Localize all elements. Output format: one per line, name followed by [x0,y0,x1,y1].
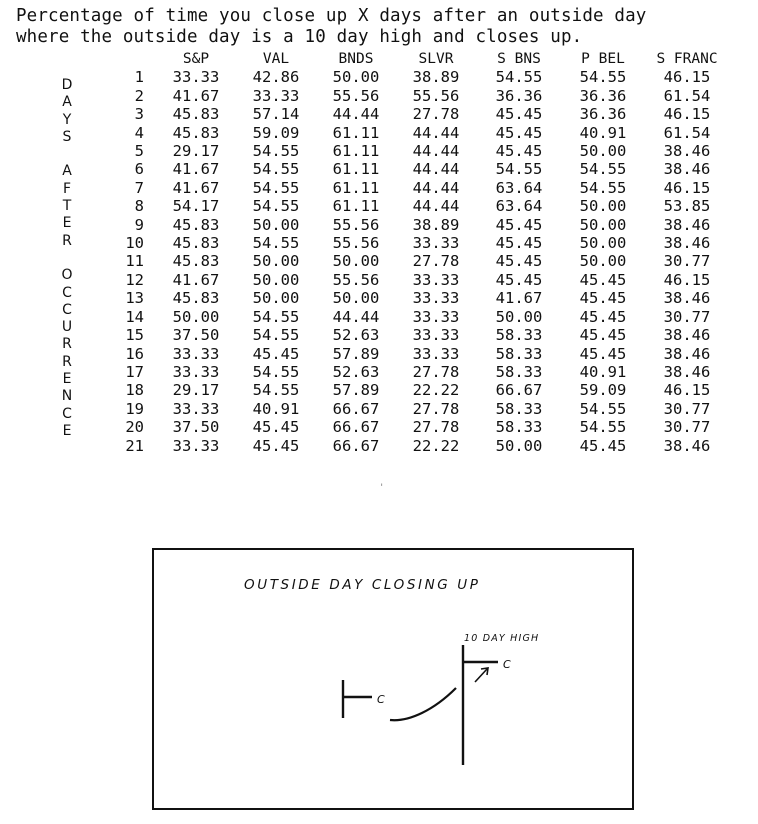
cell-p-bel: 36.36 [579,86,627,105]
cell-s-franc: 38.46 [663,326,711,345]
table-row [108,105,730,123]
cell-s-bns: 63.64 [495,197,543,216]
cell-sp: 45.83 [172,234,220,253]
cell-s-franc: 38.46 [663,436,711,455]
cell-p-bel: 54.55 [579,178,627,197]
cell-slvr: 33.33 [412,326,460,345]
cell-val: 50.00 [252,270,300,289]
cell-p-bel: 54.55 [579,68,627,87]
cell-bnds: 61.11 [332,178,380,197]
cell-slvr: 27.78 [412,105,460,124]
cell-slvr: 38.89 [412,68,460,87]
cell-val: 54.55 [252,178,300,197]
cell-sp: 54.17 [172,197,220,216]
side-label-letter: R [62,353,72,370]
cell-val: 45.45 [252,436,300,455]
table-row [108,418,730,436]
cell-bnds: 55.56 [332,270,380,289]
table-row [108,252,730,270]
cell-slvr: 44.44 [412,197,460,216]
cell-bnds: 66.67 [332,436,380,455]
cell-p-bel: 50.00 [579,215,627,234]
arrow-icon [475,669,487,682]
cell-s-bns: 45.45 [495,252,543,271]
side-label-letter: F [62,180,72,197]
cell-s-franc: 38.46 [663,215,711,234]
side-label-letter: C [62,284,72,301]
cell-sp: 41.67 [172,86,220,105]
cell-p-bel: 54.55 [579,399,627,418]
cell-slvr: 55.56 [412,86,460,105]
cell-slvr: 44.44 [412,160,460,179]
day-number: 2 [134,86,144,105]
page-title [16,6,751,48]
side-label-letter: U [61,319,73,336]
day-number: 11 [125,252,144,271]
day-number: 18 [125,381,144,400]
day-number: 7 [134,178,144,197]
cell-val: 54.55 [252,381,300,400]
day-number: 1 [134,68,144,87]
cell-s-bns: 45.45 [495,215,543,234]
cell-slvr: 27.78 [412,252,460,271]
cell-slvr: 33.33 [412,234,460,253]
day-number: 13 [125,289,144,308]
cell-p-bel: 50.00 [579,142,627,161]
day-number: 6 [134,160,144,179]
table-row [108,87,730,105]
outside-day-diagram [152,548,634,810]
stray-mark: ' [379,483,385,493]
cell-sp: 29.17 [172,142,220,161]
ten-day-high-label: 10 DAY HIGH [464,633,540,644]
side-label-letter: S [62,128,72,145]
side-label-letter: R [62,336,72,353]
cell-s-bns: 58.33 [495,399,543,418]
side-label-letter: T [62,198,72,215]
diagram-drawing [154,550,632,808]
cell-sp: 45.83 [172,215,220,234]
table-header-row [108,50,730,68]
cell-val: 57.14 [252,105,300,124]
cell-s-franc: 38.46 [663,160,711,179]
cell-s-franc: 38.46 [663,289,711,308]
cell-sp: 33.33 [172,344,220,363]
price-curve [390,688,456,720]
cell-bnds: 57.89 [332,381,380,400]
table-row [108,381,730,399]
day-number: 17 [125,362,144,381]
cell-val: 54.55 [252,307,300,326]
column-header-bnds: BNDS [338,51,374,67]
cell-s-franc: 46.15 [663,68,711,87]
cell-s-bns: 45.45 [495,142,543,161]
cell-s-bns: 54.55 [495,68,543,87]
cell-p-bel: 45.45 [579,307,627,326]
cell-s-bns: 36.36 [495,86,543,105]
cell-p-bel: 40.91 [579,362,627,381]
column-header-s-franc: S FRANC [656,51,718,67]
cell-p-bel: 54.55 [579,418,627,437]
cell-bnds: 52.63 [332,362,380,381]
cell-slvr: 33.33 [412,344,460,363]
right-close-label: C [503,658,511,671]
cell-sp: 33.33 [172,68,220,87]
cell-s-bns: 50.00 [495,436,543,455]
percentage-table [108,50,730,455]
day-number: 5 [134,142,144,161]
table-row [108,179,730,197]
table-row [108,400,730,418]
side-label-letter: E [62,215,72,232]
cell-p-bel: 54.55 [579,160,627,179]
cell-s-franc: 61.54 [663,86,711,105]
cell-val: 54.55 [252,362,300,381]
table-row [108,308,730,326]
cell-s-franc: 46.15 [663,381,711,400]
cell-p-bel: 50.00 [579,234,627,253]
cell-s-bns: 58.33 [495,362,543,381]
day-number: 21 [125,436,144,455]
cell-s-bns: 54.55 [495,160,543,179]
day-number: 15 [125,326,144,345]
day-number: 16 [125,344,144,363]
side-label-letter: N [61,388,73,405]
table-row [108,160,730,178]
cell-val: 54.55 [252,160,300,179]
cell-val: 45.45 [252,344,300,363]
cell-p-bel: 45.45 [579,436,627,455]
cell-s-franc: 30.77 [663,418,711,437]
cell-s-bns: 58.33 [495,344,543,363]
day-number: 8 [134,197,144,216]
cell-slvr: 44.44 [412,178,460,197]
cell-s-franc: 46.15 [663,105,711,124]
cell-bnds: 44.44 [332,307,380,326]
side-label-letter: E [62,422,72,439]
cell-slvr: 22.22 [412,436,460,455]
table-row [108,68,730,86]
side-label-letter: D [61,77,73,93]
table-row [108,142,730,160]
cell-bnds: 55.56 [332,215,380,234]
cell-slvr: 27.78 [412,399,460,418]
side-label-letter [56,146,78,163]
day-number: 10 [125,234,144,253]
cell-sp: 41.67 [172,178,220,197]
cell-sp: 33.33 [172,362,220,381]
cell-slvr: 44.44 [412,123,460,142]
cell-s-bns: 50.00 [495,307,543,326]
title-line-1: Percentage of time you close up X days after an outside day [16,6,647,26]
cell-s-franc: 30.77 [663,252,711,271]
cell-p-bel: 45.45 [579,270,627,289]
cell-sp: 29.17 [172,381,220,400]
cell-s-franc: 38.46 [663,142,711,161]
cell-bnds: 44.44 [332,105,380,124]
cell-s-franc: 46.15 [663,178,711,197]
left-close-label: C [377,693,385,706]
cell-bnds: 57.89 [332,344,380,363]
cell-val: 54.55 [252,326,300,345]
side-label-letter: R [62,232,72,249]
cell-s-franc: 38.46 [663,344,711,363]
cell-s-franc: 38.46 [663,234,711,253]
table-row [108,271,730,289]
cell-s-franc: 30.77 [663,307,711,326]
cell-s-bns: 58.33 [495,326,543,345]
cell-s-franc: 30.77 [663,399,711,418]
cell-val: 59.09 [252,123,300,142]
table-row [108,234,730,252]
cell-bnds: 61.11 [332,123,380,142]
cell-slvr: 22.22 [412,381,460,400]
cell-sp: 37.50 [172,326,220,345]
cell-s-franc: 61.54 [663,123,711,142]
cell-p-bel: 36.36 [579,105,627,124]
cell-val: 33.33 [252,86,300,105]
cell-s-bns: 41.67 [495,289,543,308]
side-label-letter: E [62,371,72,388]
side-label-letter: C [62,301,72,318]
cell-s-bns: 63.64 [495,178,543,197]
day-number: 9 [134,215,144,234]
cell-p-bel: 45.45 [579,326,627,345]
cell-s-bns: 66.67 [495,381,543,400]
column-header-s-bns: S BNS [497,51,541,67]
cell-s-bns: 45.45 [495,105,543,124]
cell-bnds: 66.67 [332,399,380,418]
cell-p-bel: 40.91 [579,123,627,142]
cell-sp: 45.83 [172,105,220,124]
cell-p-bel: 50.00 [579,252,627,271]
cell-sp: 45.83 [172,289,220,308]
cell-p-bel: 45.45 [579,289,627,308]
cell-sp: 41.67 [172,270,220,289]
day-number: 20 [125,418,144,437]
cell-slvr: 27.78 [412,418,460,437]
table-row [108,289,730,307]
side-label-letter [56,250,78,267]
cell-sp: 33.33 [172,399,220,418]
cell-s-bns: 45.45 [495,270,543,289]
side-label-letter: C [62,405,72,422]
day-number: 3 [134,105,144,124]
side-label-letter: A [62,163,72,180]
cell-p-bel: 45.45 [579,344,627,363]
cell-sp: 50.00 [172,307,220,326]
day-number: 4 [134,123,144,142]
cell-s-franc: 53.85 [663,197,711,216]
cell-bnds: 61.11 [332,142,380,161]
cell-sp: 45.83 [172,252,220,271]
table-row [108,363,730,381]
cell-bnds: 50.00 [332,252,380,271]
cell-slvr: 33.33 [412,289,460,308]
days-after-occurrence-label [56,77,78,440]
cell-s-franc: 46.15 [663,270,711,289]
column-header-val: VAL [262,51,290,67]
cell-val: 54.55 [252,142,300,161]
cell-bnds: 50.00 [332,68,380,87]
cell-p-bel: 50.00 [579,197,627,216]
diagram-title: OUTSIDE DAY CLOSING UP [244,577,481,593]
cell-s-franc: 38.46 [663,362,711,381]
cell-s-bns: 58.33 [495,418,543,437]
cell-val: 45.45 [252,418,300,437]
cell-bnds: 61.11 [332,197,380,216]
cell-p-bel: 59.09 [579,381,627,400]
cell-val: 54.55 [252,234,300,253]
cell-sp: 33.33 [172,436,220,455]
cell-bnds: 50.00 [332,289,380,308]
cell-sp: 37.50 [172,418,220,437]
day-number: 12 [125,270,144,289]
cell-bnds: 61.11 [332,160,380,179]
cell-val: 50.00 [252,252,300,271]
cell-slvr: 33.33 [412,307,460,326]
cell-slvr: 44.44 [412,142,460,161]
cell-bnds: 52.63 [332,326,380,345]
cell-sp: 45.83 [172,123,220,142]
cell-slvr: 38.89 [412,215,460,234]
table-row [108,197,730,215]
side-label-letter: A [62,94,72,111]
day-column-header [108,50,156,68]
cell-val: 42.86 [252,68,300,87]
cell-s-bns: 45.45 [495,123,543,142]
day-number: 14 [125,307,144,326]
column-header-sp: S&P [182,51,210,67]
table-row [108,326,730,344]
column-header-slvr: SLVR [418,51,454,67]
table-row [108,216,730,234]
table-row [108,124,730,142]
day-number: 19 [125,399,144,418]
column-header-p-bel: P BEL [581,51,625,67]
title-line-2: where the outside day is a 10 day high and closes up. [16,27,583,47]
cell-sp: 41.67 [172,160,220,179]
side-label-letter: Y [62,111,72,128]
cell-bnds: 66.67 [332,418,380,437]
cell-val: 54.55 [252,197,300,216]
cell-val: 50.00 [252,215,300,234]
cell-slvr: 27.78 [412,362,460,381]
cell-slvr: 33.33 [412,270,460,289]
cell-s-bns: 45.45 [495,234,543,253]
table-row [108,437,730,455]
table-row [108,345,730,363]
cell-bnds: 55.56 [332,234,380,253]
cell-val: 50.00 [252,289,300,308]
cell-bnds: 55.56 [332,86,380,105]
side-label-letter: O [61,267,73,284]
cell-val: 40.91 [252,399,300,418]
